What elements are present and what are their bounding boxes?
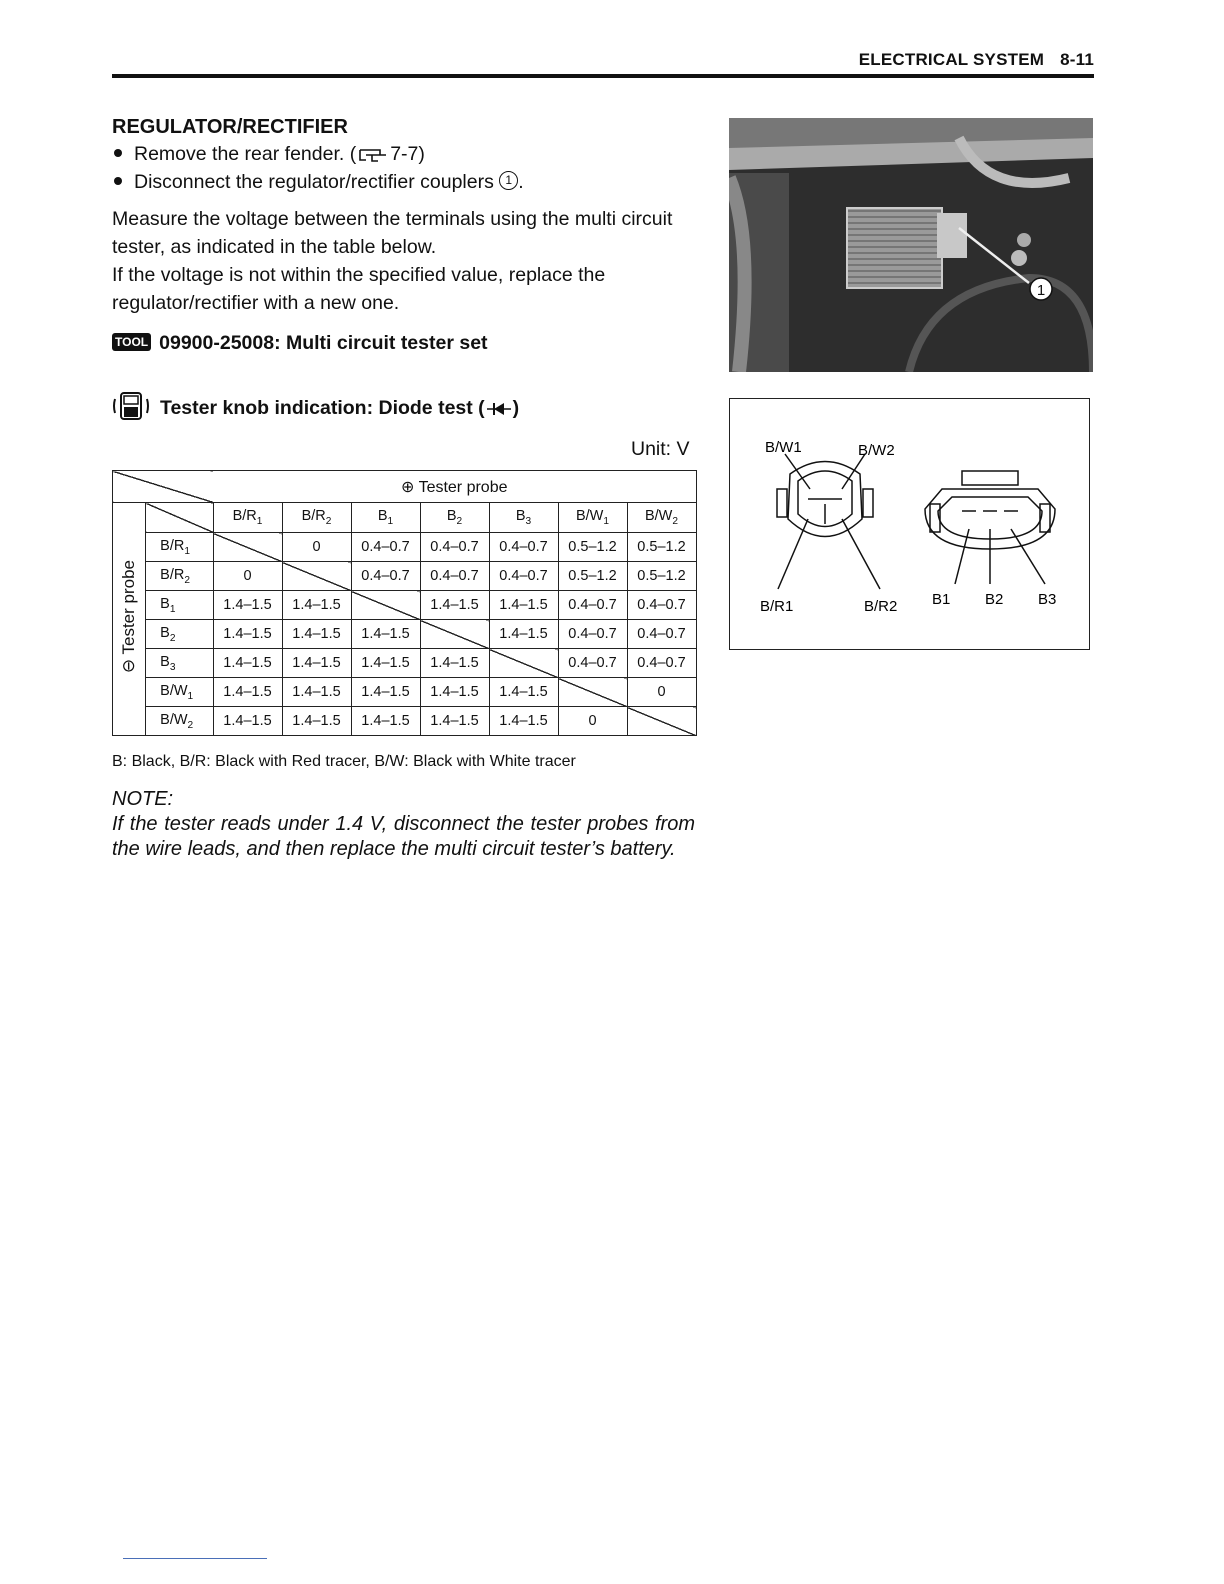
table-cell: 0	[627, 678, 696, 707]
table-cell: 1.4–1.5	[213, 707, 282, 736]
section-heading: REGULATOR/RECTIFIER	[112, 116, 348, 138]
note-heading: NOTE:	[112, 788, 174, 810]
header-corner-cell	[146, 503, 213, 533]
table-cell: 0.5–1.2	[558, 533, 627, 562]
diagonal-cell	[558, 678, 627, 707]
column-header: $B_2$	[420, 503, 489, 533]
table-cell: 0	[282, 533, 351, 562]
table-row	[113, 533, 697, 562]
row-header: $B_2$	[146, 620, 213, 649]
table-cell: 1.4–1.5	[282, 678, 351, 707]
diagonal-cell	[213, 533, 282, 562]
section-title: ELECTRICAL SYSTEM	[858, 50, 1045, 69]
table-cell: 0.4–0.7	[420, 533, 489, 562]
table-cell: 0.4–0.7	[627, 591, 696, 620]
label-br1: B/R1	[760, 598, 794, 615]
table-row	[113, 562, 697, 591]
table-cell: 0.4–0.7	[489, 562, 558, 591]
color-legend: B: Black, B/R: Black with Red tracer, B/W: Black with White tracer	[112, 753, 576, 770]
table-cell: 1.4–1.5	[489, 620, 558, 649]
table-cell: 1.4–1.5	[489, 591, 558, 620]
label-b3: B3	[1038, 591, 1057, 608]
diagonal-cell	[489, 649, 558, 678]
label-b2: B2	[985, 591, 1004, 608]
column-header: $B/R_2$	[282, 503, 351, 533]
diagonal-cell	[282, 562, 351, 591]
connector-diagram	[729, 398, 1090, 650]
table-cell: 1.4–1.5	[282, 620, 351, 649]
row-header: $B/R_2$	[146, 562, 213, 591]
photo-callout-1: 1	[1036, 282, 1046, 299]
table-cell: 0.5–1.2	[627, 562, 696, 591]
table-cell: 0.4–0.7	[489, 533, 558, 562]
table-row	[113, 707, 697, 736]
paragraph-measure: Measure the voltage between the terminals using the multi circuit tester, as indicated in the table below.	[112, 208, 673, 258]
table-cell: 0.5–1.2	[627, 533, 696, 562]
table-cell: 1.4–1.5	[420, 678, 489, 707]
column-header: $B/W_1$	[558, 503, 627, 533]
diagonal-cell	[351, 591, 420, 620]
table-cell: 1.4–1.5	[213, 649, 282, 678]
diode-symbol-icon	[486, 402, 512, 416]
table-row	[113, 591, 697, 620]
footer-line	[123, 1558, 267, 1559]
table-cell: 0.4–0.7	[558, 591, 627, 620]
table-cell: 1.4–1.5	[420, 707, 489, 736]
table-cell: 0	[558, 707, 627, 736]
note-text: If the tester reads under 1.4 V, disconnect the tester probes from the wire leads, and then replace the multi circuit tester’s battery.	[112, 813, 695, 860]
callout-circle-1: 1	[499, 171, 518, 190]
table-cell: 0.4–0.7	[558, 649, 627, 678]
table-cell: 1.4–1.5	[213, 591, 282, 620]
voltage-table	[112, 470, 697, 736]
tester-knob-line: Tester knob indication: Diode test ( )	[112, 394, 519, 424]
column-header: $B/R_1$	[213, 503, 282, 533]
table-cell: 0.4–0.7	[627, 620, 696, 649]
plus-probe-header: ⊕ Tester probe	[213, 471, 696, 503]
tool-icon: TOOL	[112, 333, 151, 351]
table-cell: 1.4–1.5	[420, 649, 489, 678]
row-header: $B_3$	[146, 649, 213, 678]
table-cell: 1.4–1.5	[489, 707, 558, 736]
table-cell: 0.4–0.7	[627, 649, 696, 678]
bullet-disconnect-couplers: Disconnect the regulator/rectifier couplers 1 .	[114, 171, 524, 194]
table-cell: 0.4–0.7	[351, 533, 420, 562]
table-row	[113, 620, 697, 649]
regulator-photo	[729, 118, 1093, 372]
table-cell: 1.4–1.5	[282, 707, 351, 736]
column-header: $B_3$	[489, 503, 558, 533]
minus-probe-header: ⊖ Tester probe	[113, 503, 146, 736]
table-cell: 1.4–1.5	[213, 620, 282, 649]
table-cell: 1.4–1.5	[282, 649, 351, 678]
table-cell: 0	[213, 562, 282, 591]
label-br2: B/R2	[864, 598, 898, 615]
table-cell: 1.4–1.5	[282, 591, 351, 620]
table-corner	[113, 471, 214, 503]
label-b1: B1	[932, 591, 951, 608]
table-cell: 1.4–1.5	[351, 707, 420, 736]
row-header: $B/W_1$	[146, 678, 213, 707]
column-header: $B/W_2$	[627, 503, 696, 533]
table-cell: 1.4–1.5	[213, 678, 282, 707]
row-header: $B/R_1$	[146, 533, 213, 562]
multimeter-icon	[112, 391, 150, 421]
diagonal-cell	[420, 620, 489, 649]
table-cell: 1.4–1.5	[420, 591, 489, 620]
table-cell: 1.4–1.5	[351, 678, 420, 707]
table-cell: 1.4–1.5	[351, 649, 420, 678]
label-bw1: B/W1	[765, 439, 802, 456]
row-header: $B/W_2$	[146, 707, 213, 736]
page-header	[859, 50, 1094, 70]
table-row	[113, 649, 697, 678]
table-cell: 0.4–0.7	[351, 562, 420, 591]
reference-pointer-icon	[358, 147, 388, 163]
page-number: 8-11	[1060, 50, 1094, 69]
paragraph-replace: If the voltage is not within the specified value, replace the regulator/rectifier with a new one.	[112, 264, 606, 314]
diagonal-cell	[627, 707, 696, 736]
label-bw2: B/W2	[858, 442, 895, 459]
bullet-dot-icon	[114, 149, 122, 157]
table-cell: 0.5–1.2	[558, 562, 627, 591]
table-cell: 1.4–1.5	[489, 678, 558, 707]
unit-label: Unit: V	[631, 438, 690, 460]
header-rule	[112, 74, 1094, 78]
row-header: $B_1$	[146, 591, 213, 620]
bullet-dot-icon	[114, 177, 122, 185]
table-cell: 1.4–1.5	[351, 620, 420, 649]
table-row	[113, 678, 697, 707]
table-cell: 0.4–0.7	[420, 562, 489, 591]
column-header: $B_1$	[351, 503, 420, 533]
table-cell: 0.4–0.7	[558, 620, 627, 649]
bullet-remove-fender: Remove the rear fender. ( 7-7)	[114, 143, 425, 166]
tool-line: TOOL 09900-25008: Multi circuit tester set	[112, 332, 488, 355]
